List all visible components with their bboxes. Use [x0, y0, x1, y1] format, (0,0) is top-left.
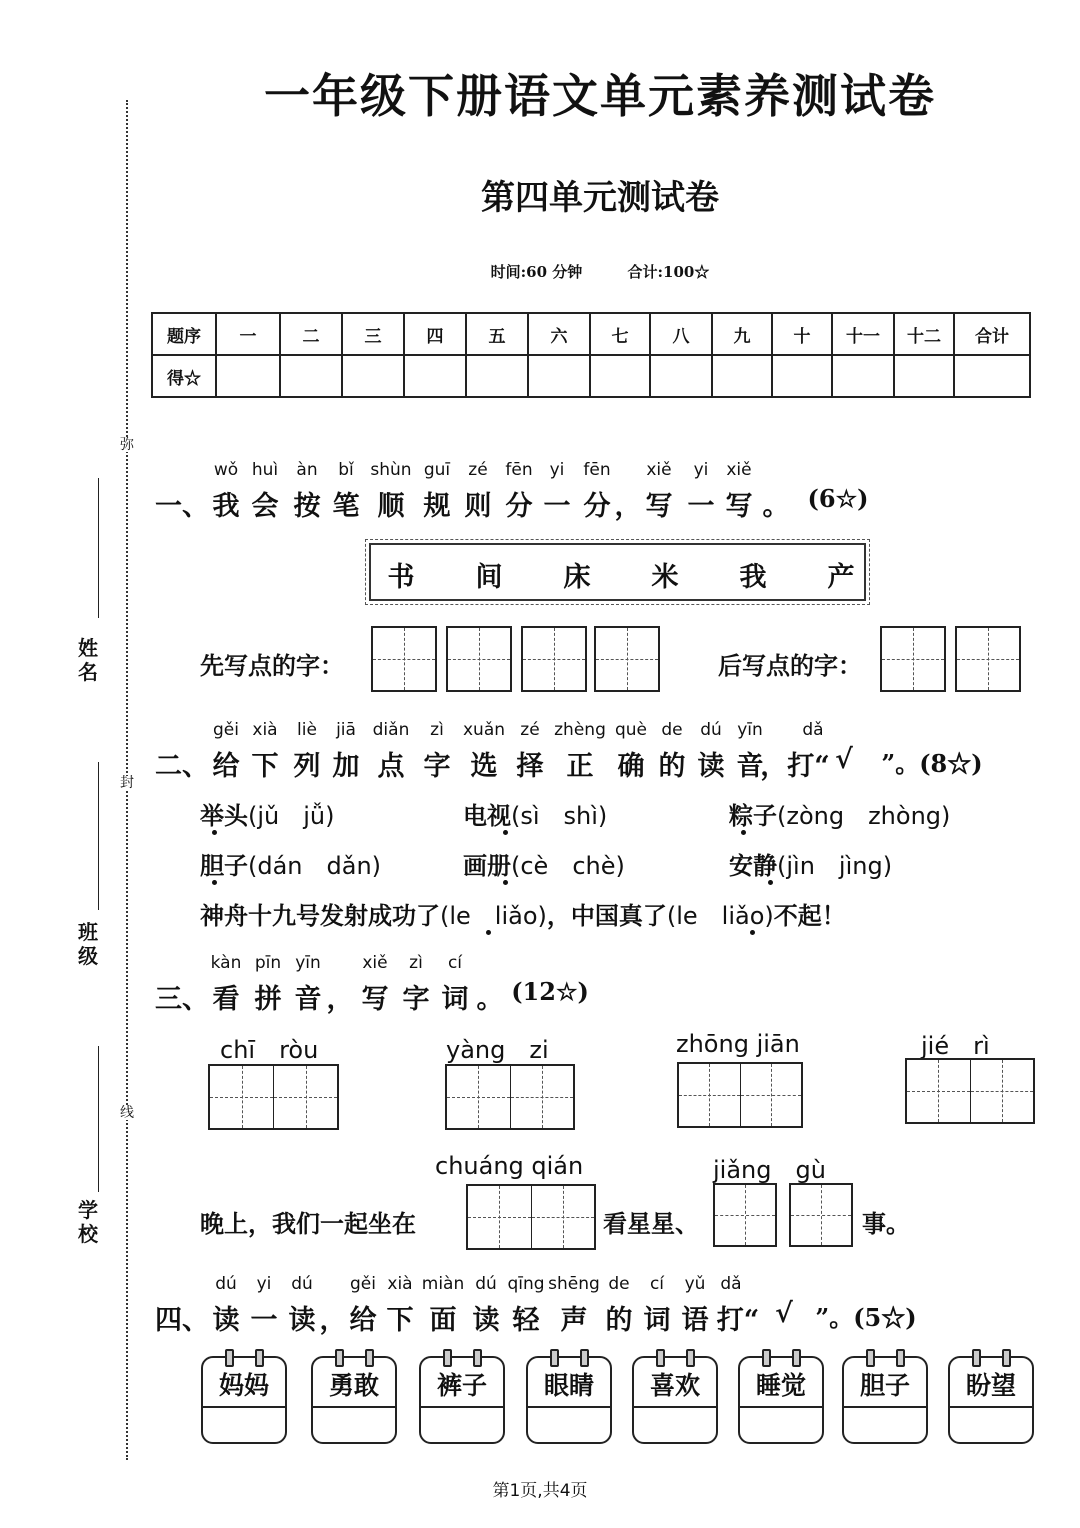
score-input-cell[interactable]: [466, 355, 528, 397]
pinyin: yǔ: [684, 1274, 706, 1294]
q1-title: [0, 484, 1080, 520]
q1-points: (6☆): [807, 484, 869, 513]
word-card[interactable]: [419, 1356, 505, 1444]
pinyin: dǎ: [720, 1274, 742, 1294]
word-card[interactable]: [311, 1356, 397, 1444]
card-divider: [950, 1406, 1032, 1408]
title-char: 我: [212, 491, 240, 522]
banner-char: 床: [563, 562, 591, 593]
q2-item-word: 粽子: [729, 801, 777, 830]
q2-points: ”。(8☆): [881, 749, 983, 778]
pinyin: yi: [256, 1274, 272, 1294]
writing-box-double[interactable]: [466, 1184, 596, 1250]
q2-item-word: 画册: [463, 851, 511, 880]
title-char: 下: [251, 751, 279, 782]
score-header-cell: 十: [772, 313, 832, 355]
q2-item-word: 电视: [463, 801, 511, 830]
card-clip: [656, 1349, 665, 1367]
card-divider: [528, 1406, 610, 1408]
pinyin: xiě: [726, 460, 752, 480]
q4-number: 四、: [155, 1305, 209, 1336]
sentence-part: 不起！: [773, 901, 846, 930]
card-clip: [896, 1349, 905, 1367]
score-input-cell[interactable]: [280, 355, 342, 397]
pinyin: xiě: [362, 953, 388, 973]
title-char: ，: [614, 491, 642, 522]
pinyin: xiě: [646, 460, 672, 480]
q1-number: 一、: [155, 491, 209, 522]
pinyin: zé: [468, 460, 488, 480]
writing-box-double[interactable]: [905, 1058, 1035, 1124]
writing-box[interactable]: [789, 1183, 853, 1247]
q2-number: 二、: [155, 751, 209, 782]
name-label: 姓 名: [78, 636, 98, 684]
card-clip: [550, 1349, 559, 1367]
card-divider: [203, 1406, 285, 1408]
emphasis-dot: [503, 830, 508, 835]
title-char: 读: [212, 1305, 240, 1336]
card-clip: [580, 1349, 589, 1367]
title-char: 音: [736, 751, 764, 782]
score-header-cell: 合计: [954, 313, 1030, 355]
q2-item-options[interactable]: (jìn jìng): [777, 852, 893, 880]
pinyin: liè: [297, 720, 317, 740]
card-clip: [335, 1349, 344, 1367]
card-word: 喜欢: [649, 1371, 700, 1400]
score-input-cell[interactable]: [650, 355, 712, 397]
title-char: 轻: [512, 1305, 540, 1336]
q2-sentence: [200, 896, 846, 931]
pinyin: cí: [649, 1274, 665, 1294]
card-word: 盼望: [965, 1371, 1016, 1400]
pinyin: de: [608, 1274, 630, 1294]
q3-word-pinyin: jié rì: [921, 1032, 990, 1060]
title-char: 音: [294, 984, 322, 1015]
pinyin: zé: [520, 720, 540, 740]
score-input-cell[interactable]: [894, 355, 954, 397]
title-char: 分: [583, 491, 611, 522]
title-char: 正: [566, 751, 594, 782]
banner-char: 米: [651, 562, 679, 593]
q3-sentence-end: 事。: [862, 1209, 910, 1238]
score-input-cell[interactable]: [954, 355, 1030, 397]
title-char: 顺: [377, 491, 405, 522]
pinyin: xià: [387, 1274, 413, 1294]
emphasis-dot: [750, 930, 755, 935]
pinyin: yi: [693, 460, 709, 480]
card-word: 勇敢: [328, 1371, 379, 1400]
writing-box[interactable]: [880, 626, 946, 692]
score-header-cell: 十一: [832, 313, 894, 355]
title-char: 面: [429, 1305, 457, 1336]
pinyin: bǐ: [338, 460, 354, 480]
title-char: 的: [658, 751, 686, 782]
pinyin: dú: [215, 1274, 237, 1294]
score-header-cell: 二: [280, 313, 342, 355]
emphasis-dot: [212, 880, 217, 885]
character-banner: [369, 543, 866, 601]
score-header-cell: 十二: [894, 313, 954, 355]
score-header-cell: 题序: [152, 313, 216, 355]
title-char: 的: [605, 1305, 633, 1336]
title-char: 规: [423, 491, 451, 522]
q2-item-options[interactable]: (zòng zhòng): [777, 802, 951, 830]
writing-box[interactable]: [594, 626, 660, 692]
pinyin: guī: [423, 460, 451, 480]
card-divider: [313, 1406, 395, 1408]
title-char: 择: [516, 751, 544, 782]
score-header-cell: 三: [342, 313, 404, 355]
pinyin: yīn: [295, 953, 321, 973]
score-row-label: 得☆: [152, 355, 216, 397]
title-char: 加: [332, 751, 360, 782]
banner-char: 我: [739, 562, 767, 593]
score-header-cell: 六: [528, 313, 590, 355]
title-char: ，: [326, 984, 354, 1015]
card-divider: [740, 1406, 822, 1408]
score-header-cell: 九: [712, 313, 772, 355]
title-char: 点: [377, 751, 405, 782]
title-char: 按: [293, 491, 321, 522]
writing-box-double[interactable]: [677, 1062, 803, 1128]
q2-pinyin-row: [0, 720, 1080, 744]
title-char: 一: [687, 491, 715, 522]
title-char: 则: [464, 491, 492, 522]
pinyin: què: [614, 720, 648, 740]
q3-word-pinyin: yàng zi: [446, 1036, 549, 1064]
score-input-cell[interactable]: [772, 355, 832, 397]
title-char: 确: [617, 751, 645, 782]
time-limit: 时间:60 分钟: [490, 263, 583, 281]
emphasis-dot: [768, 880, 773, 885]
title-char: 。: [762, 491, 790, 522]
title-char: ，: [319, 1305, 347, 1336]
card-clip: [1002, 1349, 1011, 1367]
writing-box[interactable]: [713, 1183, 777, 1247]
title-char: 写: [645, 491, 673, 522]
score-header-cell: 一: [216, 313, 280, 355]
seal-word-xian: 线: [120, 1105, 134, 1121]
title-char: 打“: [716, 1305, 760, 1336]
card-clip: [473, 1349, 482, 1367]
emphasis-dot: [486, 930, 491, 935]
school-line[interactable]: [98, 1046, 99, 1192]
word-card[interactable]: [526, 1356, 612, 1444]
card-clip: [972, 1349, 981, 1367]
title-char: 一: [250, 1305, 278, 1336]
total-score: 合计:100☆: [627, 263, 710, 281]
q2-item-options[interactable]: (cè chè): [511, 852, 625, 880]
title-char: 。: [476, 984, 504, 1015]
pinyin: de: [661, 720, 683, 740]
title-char: 给: [349, 1305, 377, 1336]
q2-item: [463, 796, 607, 831]
card-word: 裤子: [436, 1371, 487, 1400]
writing-box[interactable]: [446, 626, 512, 692]
card-word: 眼睛: [543, 1371, 594, 1400]
score-input-cell[interactable]: [216, 355, 280, 397]
title-char: 一: [543, 491, 571, 522]
title-char: 语: [681, 1305, 709, 1336]
q2-title: [0, 744, 1080, 780]
card-word: 妈妈: [218, 1371, 269, 1400]
score-input-cell[interactable]: [528, 355, 590, 397]
q2-sentence-options[interactable]: (le liǎo): [440, 902, 547, 930]
pinyin: xuǎn: [462, 720, 506, 740]
pinyin: cí: [447, 953, 463, 973]
title-char: 写: [361, 984, 389, 1015]
score-table: [151, 312, 1031, 398]
class-line[interactable]: [98, 762, 99, 910]
q2-item: [200, 796, 334, 831]
q3-number: 三、: [155, 984, 209, 1015]
pinyin: fēn: [583, 460, 611, 480]
q3-sentence-pinyin: jiǎng gù: [713, 1156, 826, 1184]
pinyin: zhèng: [554, 720, 606, 740]
pinyin: yi: [549, 460, 565, 480]
pinyin: miàn: [421, 1274, 465, 1294]
title-char: 笔: [332, 491, 360, 522]
score-header-cell: 五: [466, 313, 528, 355]
score-header-cell: 七: [590, 313, 650, 355]
check-mark: √: [835, 744, 853, 775]
sentence-part: ，中国真了: [546, 901, 667, 930]
score-input-cell[interactable]: [590, 355, 650, 397]
exam-meta: [0, 261, 1080, 282]
title-char: 读: [288, 1305, 316, 1336]
q2-item-word: 举头: [200, 801, 248, 830]
seal-word-mi: 弥: [120, 437, 134, 453]
word-card[interactable]: [632, 1356, 718, 1444]
pinyin: dú: [700, 720, 722, 740]
card-divider: [844, 1406, 926, 1408]
card-clip: [225, 1349, 234, 1367]
card-word: 胆子: [859, 1371, 910, 1400]
title-char: 给: [212, 751, 240, 782]
q4-title: [0, 1298, 1080, 1334]
card-clip: [686, 1349, 695, 1367]
card-clip: [762, 1349, 771, 1367]
q3-sentence-pinyin: chuáng qián: [435, 1152, 584, 1180]
title-char: 列: [293, 751, 321, 782]
q2-item: [200, 846, 381, 881]
banner-char: 书: [387, 562, 415, 593]
main-title: 一年级下册语文单元素养测试卷: [264, 69, 936, 123]
q2-item-options[interactable]: (dán dǎn): [248, 852, 382, 880]
title-char: 声: [560, 1305, 588, 1336]
q3-pinyin-row: [0, 953, 1080, 977]
banner-char: 间: [475, 562, 503, 593]
pinyin: jiā: [336, 720, 356, 740]
card-word: 睡觉: [755, 1371, 806, 1400]
title-char: 下: [386, 1305, 414, 1336]
page-number: 第1页,共4页: [492, 1481, 588, 1501]
writing-box[interactable]: [955, 626, 1021, 692]
score-input-cell[interactable]: [832, 355, 894, 397]
pinyin: zì: [430, 720, 444, 740]
score-header-row: [152, 313, 1030, 355]
q3-word-pinyin: zhōng jiān: [676, 1030, 800, 1058]
word-card[interactable]: [738, 1356, 824, 1444]
pinyin: fēn: [505, 460, 533, 480]
pinyin: dú: [291, 1274, 313, 1294]
title-char: 读: [697, 751, 725, 782]
score-input-cell[interactable]: [404, 355, 466, 397]
q2-item-word: 安静: [729, 851, 777, 880]
emphasis-dot: [741, 830, 746, 835]
class-label: 班 级: [78, 920, 98, 968]
later-dot-label: 后写点的字：: [718, 651, 862, 680]
card-divider: [421, 1406, 503, 1408]
q3-sentence-mid: 看星星、: [603, 1209, 699, 1238]
q2-item: [463, 846, 625, 881]
writing-box-double[interactable]: [208, 1064, 339, 1130]
writing-box[interactable]: [521, 626, 587, 692]
pinyin: gěi: [350, 1274, 376, 1294]
q4-pinyin-row: [0, 1274, 1080, 1298]
title-char: 写: [725, 491, 753, 522]
pinyin: diǎn: [372, 720, 410, 740]
title-char: 选: [470, 751, 498, 782]
q2-item-options[interactable]: (sì shì): [511, 802, 608, 830]
card-clip: [443, 1349, 452, 1367]
q4-points: ”。(5☆): [815, 1303, 917, 1332]
pinyin: zì: [409, 953, 423, 973]
pinyin: wǒ: [213, 460, 239, 480]
title-char: 字: [423, 751, 451, 782]
q2-item: [729, 796, 950, 831]
q3-title: [0, 977, 1080, 1013]
score-header-cell: 四: [404, 313, 466, 355]
card-clip: [365, 1349, 374, 1367]
title-char: 看: [212, 984, 240, 1015]
title-char: ，打“: [760, 751, 830, 782]
q2-item: [729, 846, 892, 881]
sub-title: 第四单元测试卷: [481, 178, 719, 218]
q2-item-options[interactable]: (jǔ jǚ): [248, 802, 335, 830]
pinyin: dǎ: [802, 720, 824, 740]
pinyin: huì: [251, 460, 279, 480]
pinyin: qīng: [507, 1274, 545, 1294]
score-header-cell: 八: [650, 313, 712, 355]
q2-item-word: 胆子: [200, 851, 248, 880]
score-input-cell[interactable]: [712, 355, 772, 397]
seal-word-feng: 封: [120, 775, 134, 791]
pinyin: dú: [475, 1274, 497, 1294]
title-char: 拼: [254, 984, 282, 1015]
q2-sentence-options[interactable]: (le liǎo): [666, 902, 774, 930]
title-char: 字: [402, 984, 430, 1015]
score-input-cell[interactable]: [342, 355, 404, 397]
writing-box-double[interactable]: [445, 1064, 575, 1130]
pinyin: yīn: [737, 720, 763, 740]
title-char: 读: [472, 1305, 500, 1336]
card-clip: [255, 1349, 264, 1367]
title-char: 分: [505, 491, 533, 522]
title-char: 词: [441, 984, 469, 1015]
emphasis-dot: [503, 880, 508, 885]
title-char: 会: [251, 491, 279, 522]
word-card[interactable]: [842, 1356, 928, 1444]
first-dot-label: 先写点的字：: [200, 651, 344, 680]
card-divider: [634, 1406, 716, 1408]
q3-points: (12☆): [511, 977, 589, 1006]
card-clip: [792, 1349, 801, 1367]
word-card[interactable]: [201, 1356, 287, 1444]
card-clip: [866, 1349, 875, 1367]
pinyin: àn: [296, 460, 318, 480]
pinyin: xià: [252, 720, 278, 740]
pinyin: kàn: [210, 953, 242, 973]
emphasis-dot: [212, 830, 217, 835]
pinyin: gěi: [213, 720, 239, 740]
pinyin: shēng: [548, 1274, 600, 1294]
q3-word-pinyin: chī ròu: [220, 1036, 319, 1064]
school-label: 学 校: [78, 1198, 98, 1246]
writing-box[interactable]: [371, 626, 437, 692]
pinyin: pīn: [254, 953, 282, 973]
pinyin: shùn: [370, 460, 412, 480]
banner-char: 产: [827, 562, 855, 593]
sentence-part: 神舟十九号发射成功了: [200, 901, 440, 930]
q1-pinyin-row: [0, 460, 1080, 484]
score-value-row: [152, 355, 1030, 397]
q3-sentence-start: 晚上，我们一起坐在: [200, 1209, 416, 1238]
check-mark: √: [775, 1298, 793, 1329]
word-card[interactable]: [948, 1356, 1034, 1444]
title-char: 词: [643, 1305, 671, 1336]
